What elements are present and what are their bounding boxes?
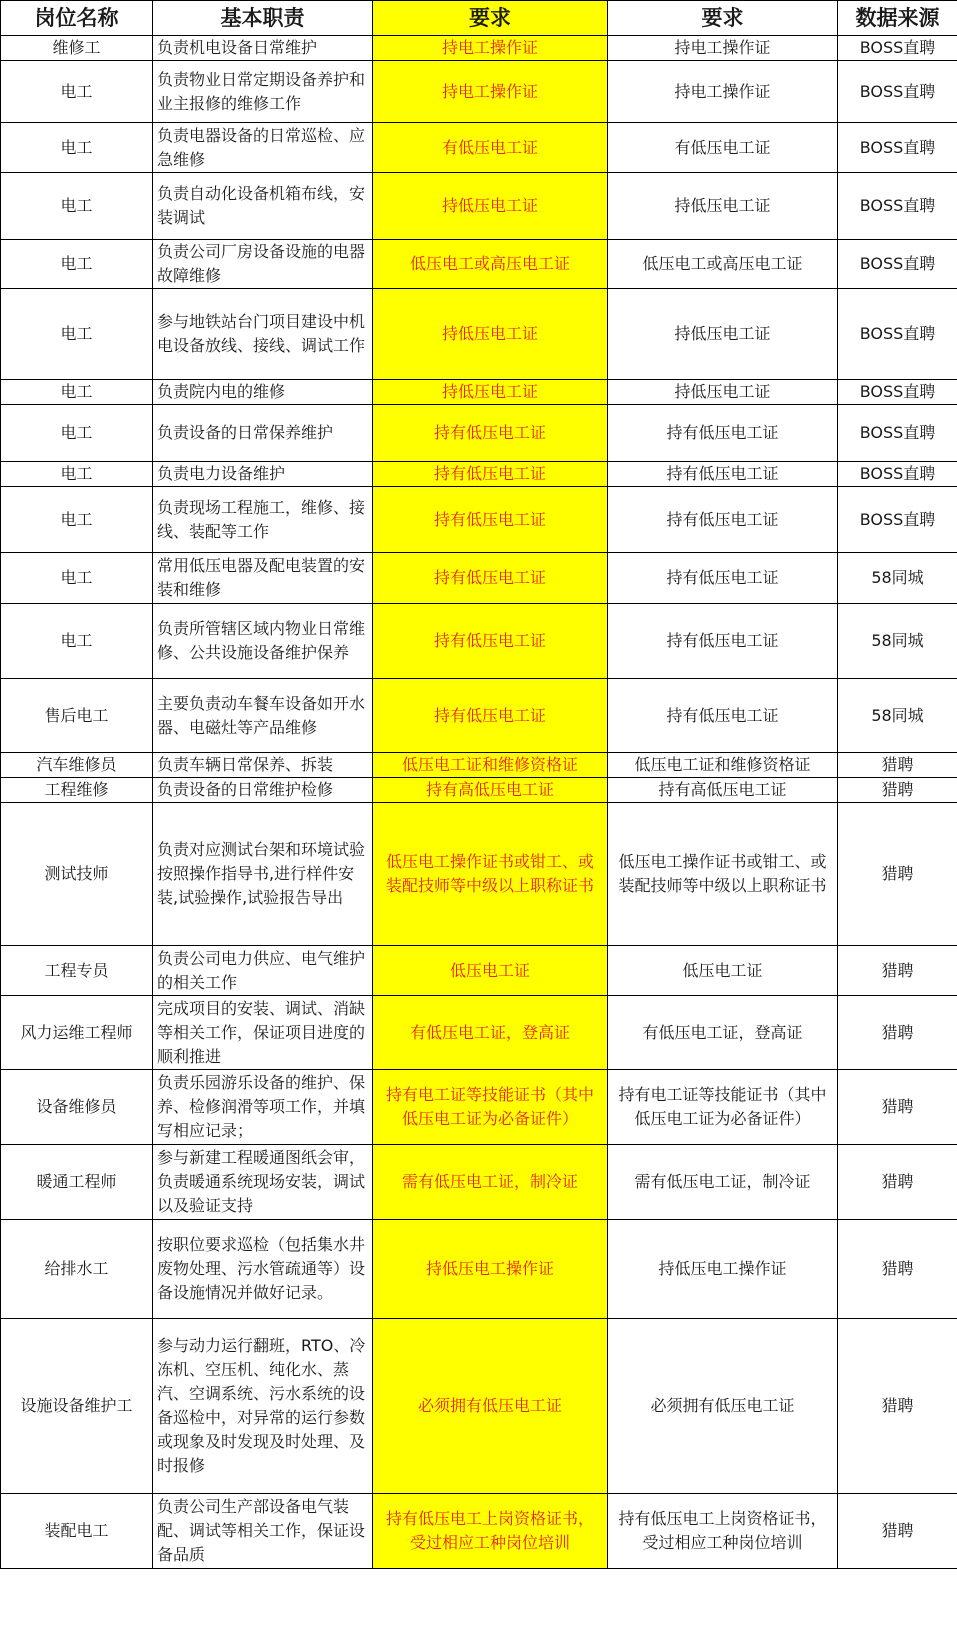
requirement-cell: 持低压电工证: [608, 289, 838, 380]
requirement-highlighted-cell: 持低压电工证: [373, 380, 608, 405]
duty-cell: 负责公司生产部设备电气装配、调试等相关工作，保证设备品质: [153, 1494, 373, 1569]
table-row: [1, 1220, 957, 1319]
job-title-cell: 电工: [1, 462, 153, 487]
duty-cell: 负责公司电力供应、电气维护的相关工作: [153, 946, 373, 996]
requirement-highlighted-cell: 持电工操作证: [373, 61, 608, 123]
requirement-highlighted-cell: 持有低压电工证: [373, 462, 608, 487]
table-row: [1, 1494, 957, 1569]
duty-cell: 负责机电设备日常维护: [153, 36, 373, 61]
requirement-cell: 低压电工证: [608, 946, 838, 996]
duty-cell: 参与地铁站台门项目建设中机电设备放线、接线、调试工作: [153, 289, 373, 380]
table-body: [1, 36, 957, 1569]
requirement-highlighted-cell: 持有低压电工证: [373, 487, 608, 553]
duty-cell: 负责物业日常定期设备养护和业主报修的维修工作: [153, 61, 373, 123]
job-title-cell: 电工: [1, 380, 153, 405]
requirement-cell: 低压电工操作证书或钳工、或装配技师等中级以上职称证书: [608, 803, 838, 946]
source-cell: BOSS直聘: [838, 487, 957, 553]
table-row: [1, 604, 957, 679]
source-cell: BOSS直聘: [838, 36, 957, 61]
table-row: [1, 240, 957, 289]
table-row: [1, 778, 957, 803]
duty-cell: 按职位要求巡检（包括集水井废物处理、污水管疏通等）设备设施情况并做好记录。: [153, 1220, 373, 1319]
requirement-highlighted-cell: 持低压电工操作证: [373, 1220, 608, 1319]
requirement-cell: 持低压电工操作证: [608, 1220, 838, 1319]
table-row: [1, 553, 957, 604]
requirement-highlighted-cell: 持有低压电工证: [373, 679, 608, 753]
requirement-highlighted-cell: 需有低压电工证，制冷证: [373, 1145, 608, 1220]
source-cell: 58同城: [838, 553, 957, 604]
table-row: [1, 1070, 957, 1145]
table-row: [1, 380, 957, 405]
duty-cell: 完成项目的安装、调试、消缺等相关工作，保证项目进度的顺利推进: [153, 996, 373, 1070]
job-title-cell: 电工: [1, 240, 153, 289]
requirement-highlighted-cell: 低压电工证和维修资格证: [373, 753, 608, 778]
requirement-cell: 低压电工证和维修资格证: [608, 753, 838, 778]
source-cell: 猎聘: [838, 1145, 957, 1220]
requirement-cell: 持有高低压电工证: [608, 778, 838, 803]
job-title-cell: 测试技师: [1, 803, 153, 946]
requirement-highlighted-cell: 持低压电工证: [373, 289, 608, 380]
header-source: 数据来源: [838, 1, 957, 36]
requirement-highlighted-cell: 低压电工或高压电工证: [373, 240, 608, 289]
source-cell: 猎聘: [838, 778, 957, 803]
source-cell: 猎聘: [838, 753, 957, 778]
table-row: [1, 123, 957, 173]
requirement-cell: 持有低压电工证: [608, 462, 838, 487]
table-row: [1, 946, 957, 996]
table-row: [1, 462, 957, 487]
source-cell: BOSS直聘: [838, 462, 957, 487]
table-row: [1, 173, 957, 240]
job-title-cell: 给排水工: [1, 1220, 153, 1319]
duty-cell: 参与新建工程暖通图纸会审，负责暖通系统现场安装，调试以及验证支持: [153, 1145, 373, 1220]
job-title-cell: 汽车维修员: [1, 753, 153, 778]
job-title-cell: 设施设备维护工: [1, 1319, 153, 1494]
duty-cell: 负责乐园游乐设备的维护、保养、检修润滑等项工作，并填写相应记录；: [153, 1070, 373, 1145]
table-row: [1, 679, 957, 753]
requirement-highlighted-cell: 低压电工操作证书或钳工、或装配技师等中级以上职称证书: [373, 803, 608, 946]
requirement-highlighted-cell: 持有低压电工上岗资格证书，受过相应工种岗位培训: [373, 1494, 608, 1569]
source-cell: 猎聘: [838, 946, 957, 996]
requirement-highlighted-cell: 持有低压电工证: [373, 405, 608, 462]
requirement-highlighted-cell: 持低压电工证: [373, 173, 608, 240]
table-row: [1, 61, 957, 123]
source-cell: 猎聘: [838, 803, 957, 946]
job-title-cell: 工程维修: [1, 778, 153, 803]
job-title-cell: 工程专员: [1, 946, 153, 996]
source-cell: BOSS直聘: [838, 380, 957, 405]
header-requirement-highlighted: 要求: [373, 1, 608, 36]
source-cell: 58同城: [838, 679, 957, 753]
job-title-cell: 装配电工: [1, 1494, 153, 1569]
requirement-cell: 需有低压电工证，制冷证: [608, 1145, 838, 1220]
table-row: [1, 289, 957, 380]
job-title-cell: 电工: [1, 123, 153, 173]
requirement-highlighted-cell: 持电工操作证: [373, 36, 608, 61]
requirement-highlighted-cell: 持有电工证等技能证书（其中低压电工证为必备证件）: [373, 1070, 608, 1145]
requirement-highlighted-cell: 持有高低压电工证: [373, 778, 608, 803]
job-title-cell: 维修工: [1, 36, 153, 61]
duty-cell: 负责现场工程施工，维修、接线、装配等工作: [153, 487, 373, 553]
duty-cell: 主要负责动车餐车设备如开水器、电磁灶等产品维修: [153, 679, 373, 753]
job-title-cell: 风力运维工程师: [1, 996, 153, 1070]
table-row: [1, 1319, 957, 1494]
table-row: [1, 1145, 957, 1220]
duty-cell: 负责车辆日常保养、拆装: [153, 753, 373, 778]
job-title-cell: 电工: [1, 61, 153, 123]
requirement-cell: 低压电工或高压电工证: [608, 240, 838, 289]
requirement-cell: 持有低压电工证: [608, 553, 838, 604]
header-job-title: 岗位名称: [1, 1, 153, 36]
requirement-highlighted-cell: 有低压电工证: [373, 123, 608, 173]
table-row: [1, 753, 957, 778]
duty-cell: 负责自动化设备机箱布线，安装调试: [153, 173, 373, 240]
table-row: [1, 487, 957, 553]
duty-cell: 负责电力设备维护: [153, 462, 373, 487]
requirement-cell: 持电工操作证: [608, 61, 838, 123]
requirement-cell: 持有电工证等技能证书（其中低压电工证为必备证件）: [608, 1070, 838, 1145]
job-title-cell: 电工: [1, 173, 153, 240]
table-row: [1, 405, 957, 462]
table-row: [1, 803, 957, 946]
requirement-cell: 持有低压电工证: [608, 487, 838, 553]
duty-cell: 负责对应测试台架和环境试验按照操作指导书,进行样件安装,试验操作,试验报告导出: [153, 803, 373, 946]
requirement-cell: 持低压电工证: [608, 380, 838, 405]
requirement-highlighted-cell: 低压电工证: [373, 946, 608, 996]
requirement-cell: 持电工操作证: [608, 36, 838, 61]
source-cell: BOSS直聘: [838, 123, 957, 173]
table-row: [1, 36, 957, 61]
source-cell: 猎聘: [838, 1070, 957, 1145]
job-title-cell: 电工: [1, 553, 153, 604]
header-row: [1, 1, 957, 36]
duty-cell: 负责设备的日常维护检修: [153, 778, 373, 803]
job-title-cell: 电工: [1, 289, 153, 380]
duty-cell: 负责设备的日常保养维护: [153, 405, 373, 462]
source-cell: BOSS直聘: [838, 173, 957, 240]
source-cell: 58同城: [838, 604, 957, 679]
header-requirement: 要求: [608, 1, 838, 36]
job-title-cell: 售后电工: [1, 679, 153, 753]
requirement-cell: 持有低压电工证: [608, 679, 838, 753]
job-title-cell: 暖通工程师: [1, 1145, 153, 1220]
job-title-cell: 电工: [1, 604, 153, 679]
job-title-cell: 电工: [1, 487, 153, 553]
source-cell: BOSS直聘: [838, 289, 957, 380]
duty-cell: 负责院内电的维修: [153, 380, 373, 405]
duty-cell: 负责电器设备的日常巡检、应急维修: [153, 123, 373, 173]
duty-cell: 负责所管辖区域内物业日常维修、公共设施设备维护保养: [153, 604, 373, 679]
requirement-cell: 持有低压电工上岗资格证书，受过相应工种岗位培训: [608, 1494, 838, 1569]
header-duties: 基本职责: [153, 1, 373, 36]
requirement-cell: 持低压电工证: [608, 173, 838, 240]
source-cell: 猎聘: [838, 1220, 957, 1319]
duty-cell: 常用低压电器及配电装置的安装和维修: [153, 553, 373, 604]
source-cell: BOSS直聘: [838, 240, 957, 289]
duty-cell: 负责公司厂房设备设施的电器故障维修: [153, 240, 373, 289]
requirement-highlighted-cell: 持有低压电工证: [373, 604, 608, 679]
requirement-cell: 必须拥有低压电工证: [608, 1319, 838, 1494]
duty-cell: 参与动力运行翻班，RTO、冷冻机、空压机、纯化水、蒸汽、空调系统、污水系统的设备巡检中，对异常的运行参数或现象及时发现及时处理、及时报修: [153, 1319, 373, 1494]
requirement-cell: 有低压电工证: [608, 123, 838, 173]
requirement-cell: 有低压电工证，登高证: [608, 996, 838, 1070]
source-cell: 猎聘: [838, 1494, 957, 1569]
table-row: [1, 996, 957, 1070]
source-cell: BOSS直聘: [838, 61, 957, 123]
source-cell: 猎聘: [838, 1319, 957, 1494]
requirement-cell: 持有低压电工证: [608, 604, 838, 679]
job-title-cell: 电工: [1, 405, 153, 462]
requirement-highlighted-cell: 有低压电工证，登高证: [373, 996, 608, 1070]
requirement-highlighted-cell: 持有低压电工证: [373, 553, 608, 604]
source-cell: BOSS直聘: [838, 405, 957, 462]
job-title-cell: 设备维修员: [1, 1070, 153, 1145]
source-cell: 猎聘: [838, 996, 957, 1070]
requirement-highlighted-cell: 必须拥有低压电工证: [373, 1319, 608, 1494]
requirement-cell: 持有低压电工证: [608, 405, 838, 462]
